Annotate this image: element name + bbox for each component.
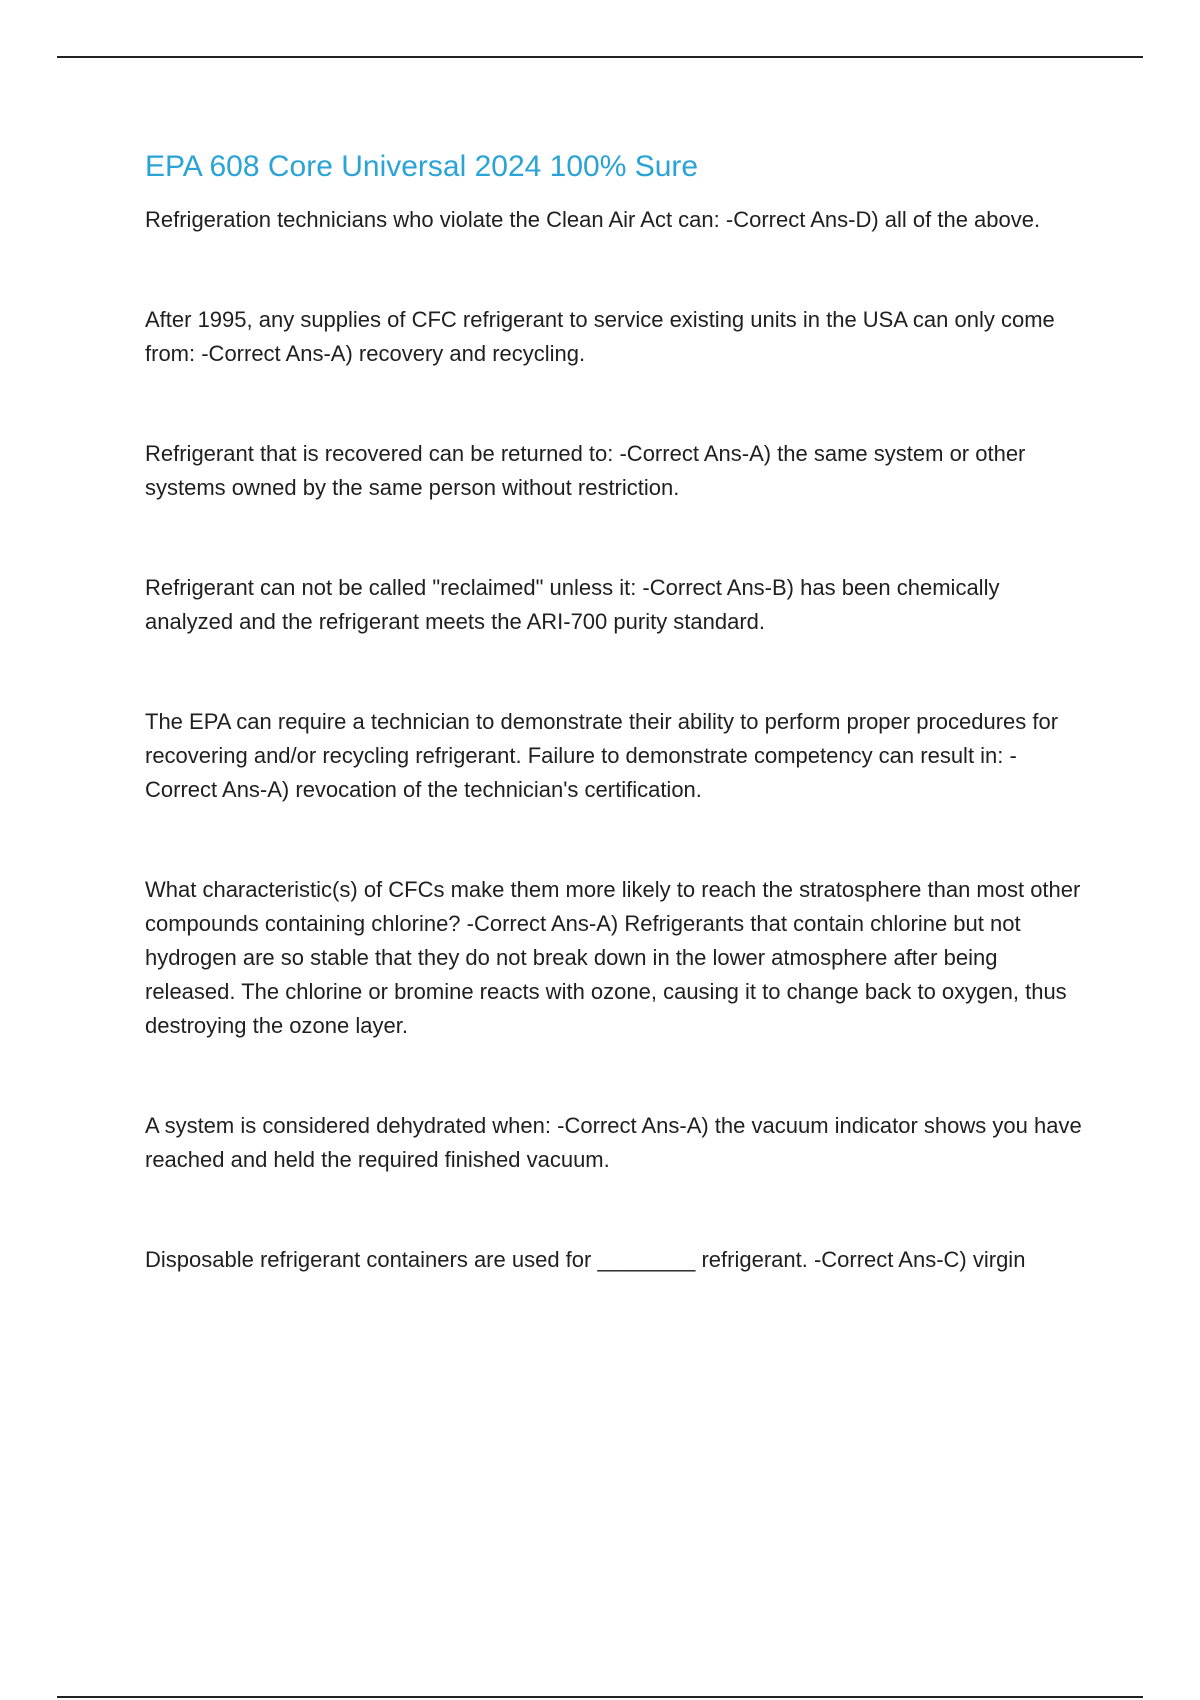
qa-item: Refrigerant that is recovered can be returned to: -Correct Ans-A) the same system or other systems owned by the same person without restriction. (145, 441, 1026, 500)
document-title: EPA 608 Core Universal 2024 100% Sure (145, 150, 699, 183)
footer-rule (57, 1696, 1143, 1698)
qa-item: After 1995, any supplies of CFC refrigerant to service existing units in the USA can only come from: -Correct Ans-A) recovery and recycling. (145, 307, 1055, 366)
qa-item: A system is considered dehydrated when: -Correct Ans-A) the vacuum indicator shows you have reached and held the required finished vacuum. (145, 1113, 1082, 1172)
qa-list (145, 203, 1085, 1277)
qa-item: The EPA can require a technician to demonstrate their ability to perform proper procedures for recovering and/or recycling refrigerant. Failure to demonstrate competency can result in: -Correct Ans-A) revocation of the technician's certification. (145, 709, 1059, 802)
qa-item: Refrigeration technicians who violate the Clean Air Act can: -Correct Ans-D) all of the above. (145, 207, 1041, 232)
document-body (145, 145, 1085, 1343)
header-rule (57, 56, 1143, 58)
qa-item: Disposable refrigerant containers are used for ________ refrigerant. -Correct Ans-C) virgin (145, 1247, 1026, 1272)
qa-item: What characteristic(s) of CFCs make them more likely to reach the stratosphere than most other compounds containing chlorine? -Correct Ans-A) Refrigerants that contain chlorine but not hydrogen are so stable that they do not break down in the lower atmosphere after being released. The chlorine or bromine reacts with ozone, causing it to change back to oxygen, thus destroying the ozone layer. (145, 877, 1081, 1038)
qa-item: Refrigerant can not be called "reclaimed" unless it: -Correct Ans-B) has been chemically analyzed and the refrigerant meets the ARI-700 purity standard. (145, 575, 1000, 634)
